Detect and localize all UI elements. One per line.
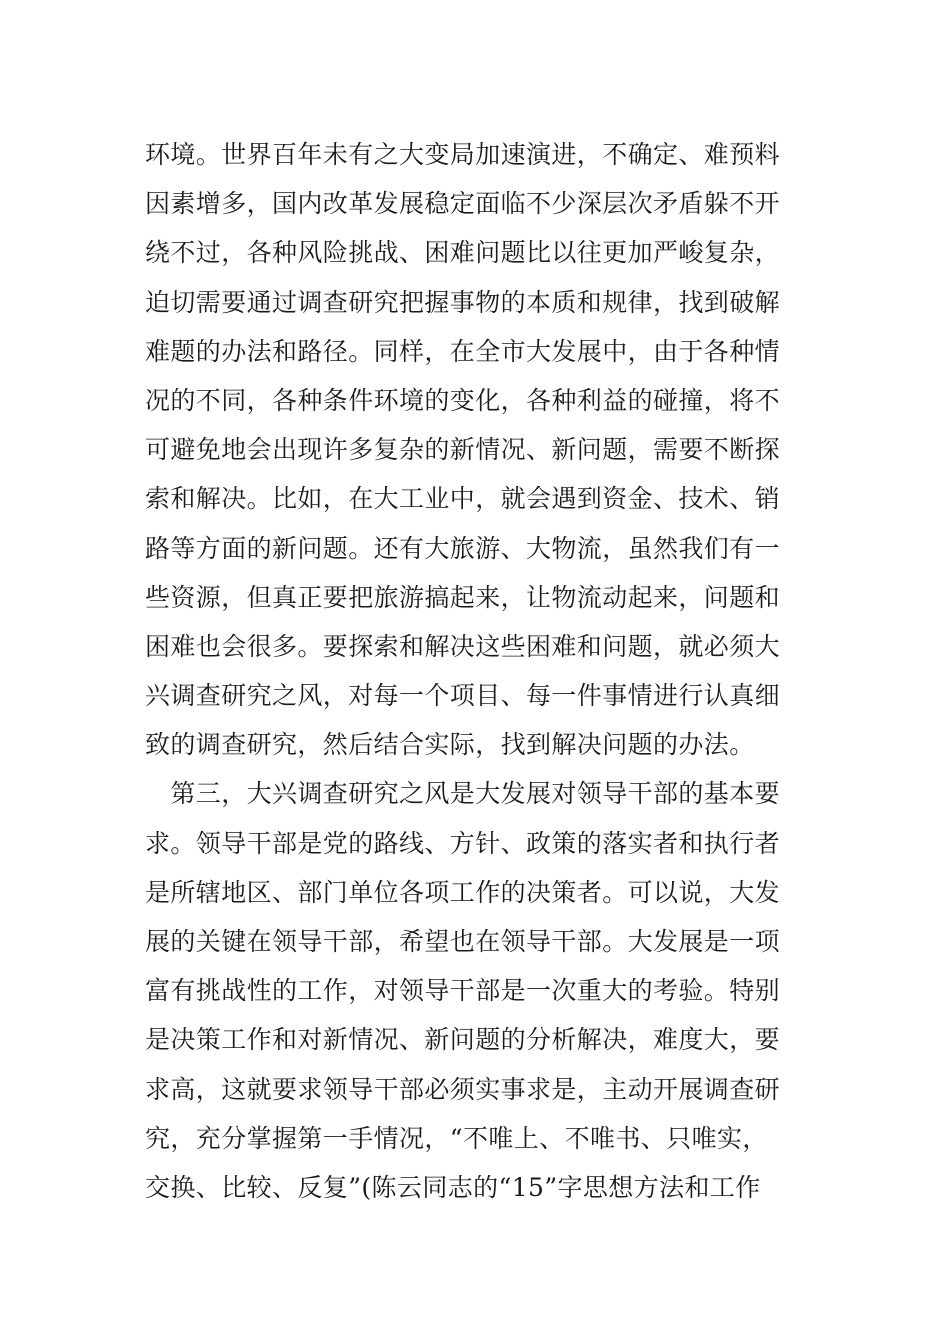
- text-line: 因素增多，国内改革发展稳定面临不少深层次矛盾躲不开: [145, 189, 781, 219]
- text-line: 路等方面的新问题。还有大旅游、大物流，虽然我们有一: [145, 533, 781, 563]
- text-line: 是所辖地区、部门单位各项工作的决策者。可以说，大发: [145, 877, 781, 907]
- text-line: 况的不同，各种条件环境的变化，各种利益的碰撞，将不: [145, 385, 781, 415]
- text-line: 富有挑战性的工作，对领导干部是一次重大的考验。特别: [145, 976, 781, 1006]
- text-line: 环境。世界百年未有之大变局加速演进，不确定、难预料: [145, 140, 781, 169]
- body-text: [145, 130, 825, 1212]
- text-line: 绕不过，各种风险挑战、困难问题比以往更加严峻复杂，: [145, 238, 781, 268]
- text-line: 求高，这就要求领导干部必须实事求是，主动开展调查研: [145, 1074, 781, 1104]
- text-line: 迫切需要通过调查研究把握事物的本质和规律，找到破解: [145, 287, 781, 317]
- text-line: 究，充分掌握第一手情况，“不唯上、不唯书、只唯实，: [145, 1123, 768, 1153]
- text-line: 难题的办法和路径。同样，在全市大发展中，由于各种情: [145, 336, 781, 366]
- text-line: 交换、比较、反复”(陈云同志的“15”字思想方法和工作: [145, 1172, 761, 1202]
- text-line: 些资源，但真正要把旅游搞起来，让物流动起来，问题和: [145, 582, 781, 612]
- text-line: 展的关键在领导干部，希望也在领导干部。大发展是一项: [145, 927, 781, 956]
- text-line: 困难也会很多。要探索和解决这些困难和问题，就必须大: [145, 631, 781, 661]
- text-line: 求。领导干部是党的路线、方针、政策的落实者和执行者: [145, 828, 781, 858]
- text-line: 可避免地会出现许多复杂的新情况、新问题，需要不断探: [145, 435, 781, 465]
- text-line: 索和解决。比如，在大工业中，就会遇到资金、技术、销: [145, 484, 781, 514]
- text-line: 致的调查研究，然后结合实际，找到解决问题的办法。: [145, 730, 755, 760]
- text-line: 是决策工作和对新情况、新问题的分析解决，难度大，要: [145, 1025, 781, 1055]
- text-line: 兴调查研究之风，对每一个项目、每一件事情进行认真细: [145, 681, 781, 711]
- paragraph-start-line: 第三，大兴调查研究之风是大发展对领导干部的基本要: [145, 779, 781, 809]
